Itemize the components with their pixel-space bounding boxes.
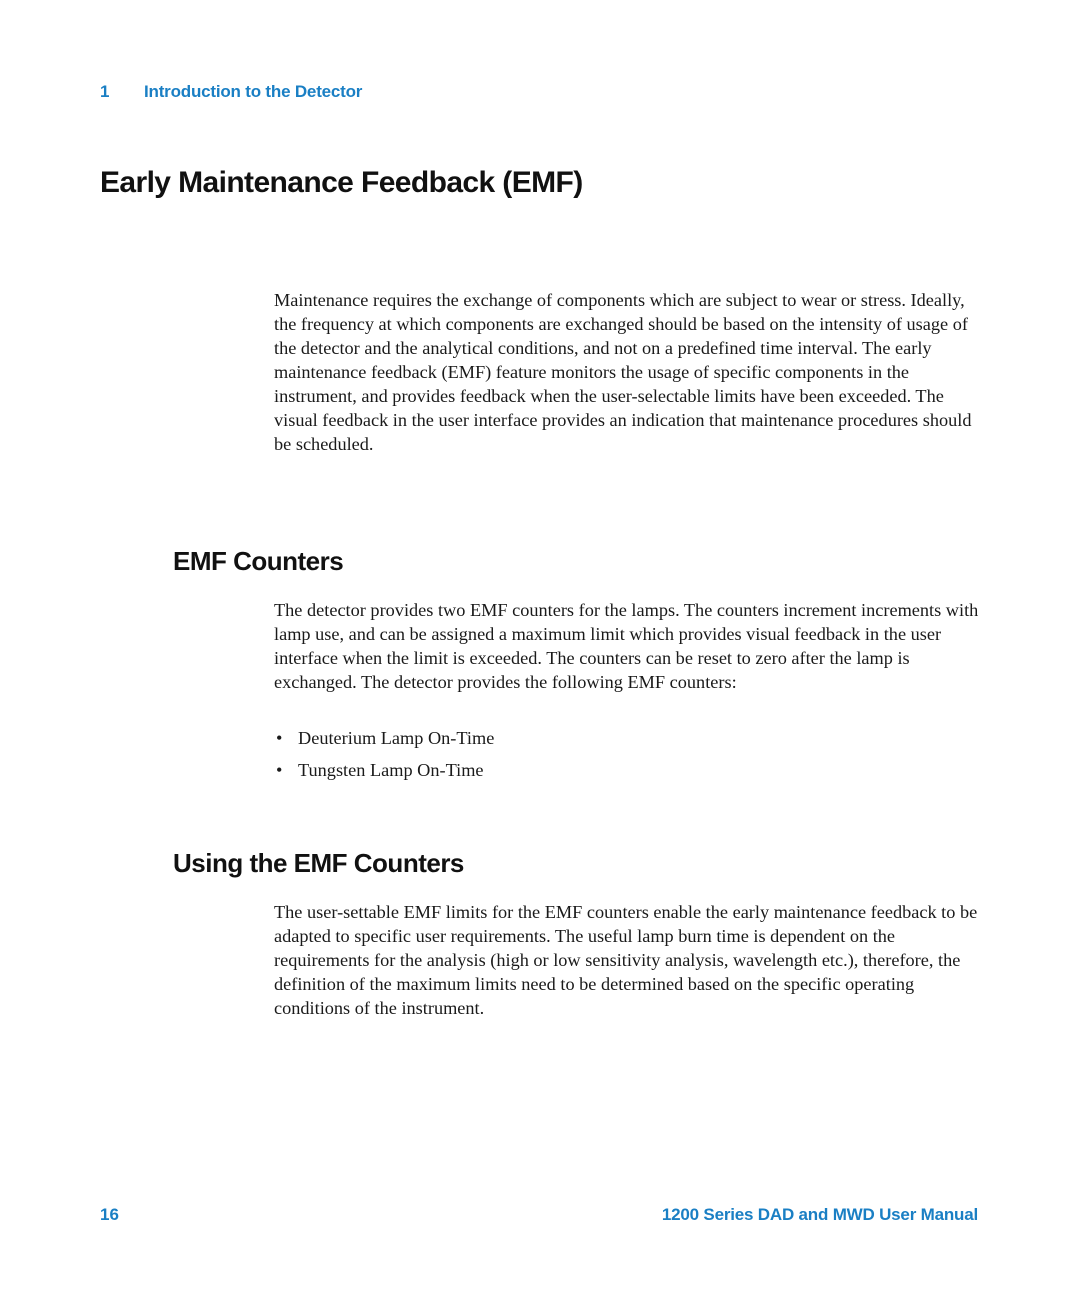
list-item [274,758,494,782]
page-number: 16 [100,1205,119,1224]
bullet-icon: • [276,728,283,748]
bullet-icon: • [276,760,283,780]
using-emf-paragraph: The user-settable EMF limits for the EMF counters enable the early maintenance feedback to be adapted to specific user requirements. The useful lamp burn time is dependent on the requirements for the analysis (high or low sensitivity analysis, wavelength etc.), therefore, the definition of the maximum limits need to be determined based on the specific operating conditions of the instrument. [274,902,978,1018]
manual-title: 1200 Series DAD and MWD User Manual [661,1205,978,1224]
emf-counters-heading: EMF Counters [173,546,344,576]
using-emf-heading: Using the EMF Counters [173,848,464,878]
section-title: Early Maintenance Feedback (EMF) [100,166,583,199]
emf-counters-paragraph: The detector provides two EMF counters for the lamps. The counters increment increments with lamp use, and can be assigned a maximum limit which provides visual feedback in the user interface when the limit is exceeded. The counters can be reset to zero after the lamp is exchanged. The detector provides the following EMF counters: [274,600,979,692]
chapter-number: 1 [100,82,110,101]
list-item-label: Tungsten Lamp On-Time [298,760,484,780]
list-item-label: Deuterium Lamp On-Time [298,728,495,748]
emf-counters-list [274,726,494,790]
running-header [100,82,362,102]
intro-paragraph: Maintenance requires the exchange of components which are subject to wear or stress. Ideally, the frequency at which components are exchanged should be based on the intensity of usage of the detector and the analytical conditions, and not on a predefined time interval. The early maintenance feedback (EMF) feature monitors the usage of specific components in the instrument, and provides feedback when the user-selectable limits have been exceeded. The visual feedback in the user interface provides an indication that maintenance procedures should be scheduled. [274,290,972,454]
list-item [274,726,494,750]
chapter-title: Introduction to the Detector [144,82,363,101]
